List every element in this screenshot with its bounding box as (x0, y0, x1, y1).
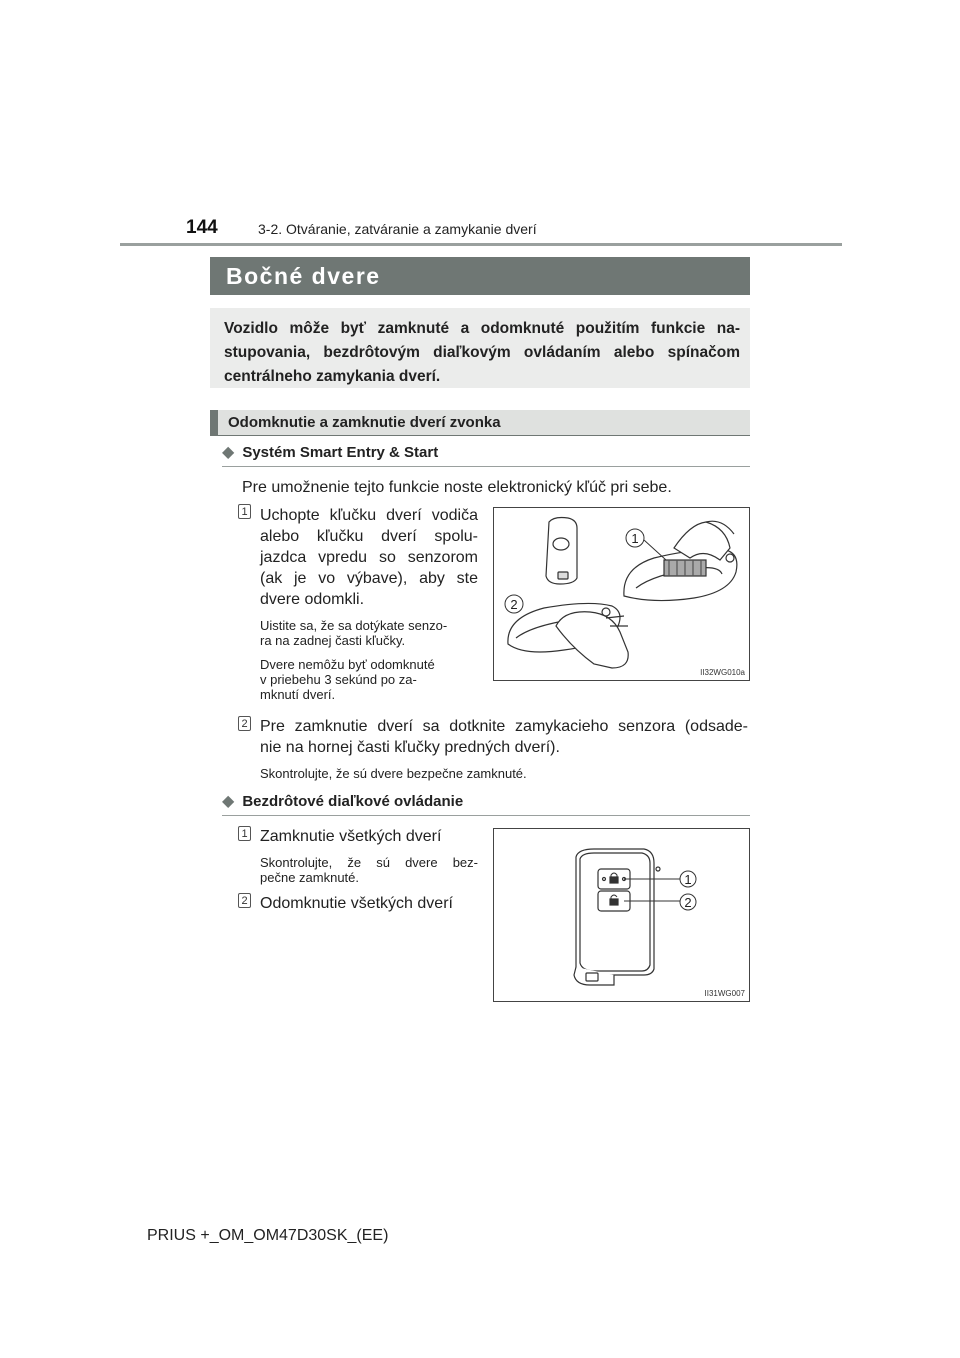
intro-line-3: centrálneho zamykania dverí. (224, 368, 441, 385)
step-1-line: alebo kľučku dverí spolu- (260, 528, 478, 545)
diamond-bullet-icon: ◆ (222, 793, 235, 810)
remote-note (260, 855, 478, 885)
callout-1 (626, 529, 666, 560)
step-2-text (260, 716, 748, 758)
page-title: Bočné dvere (210, 257, 750, 295)
note-line: v priebehu 3 sekúnd po za- (260, 672, 417, 687)
step-number-icon: 1 (238, 504, 251, 519)
note-line: pečne zamknuté. (260, 870, 360, 885)
unlock-all-doors-label: Odomknutie všetkých dverí (260, 895, 453, 912)
step-1-text (260, 505, 478, 610)
step-number-icon: 1 (238, 826, 251, 841)
step-2-line: nie na hornej časti kľučky predných dverí). (260, 739, 560, 756)
step-1-line: dvere odomkli. (260, 591, 365, 608)
note-line: mknutí dverí. (260, 687, 336, 702)
step-1-line: (ak je vo výbave), aby ste (260, 570, 478, 587)
header-divider (120, 243, 842, 246)
intro-line-2: stupovania, bezdrôtovým diaľkovým ovládaním alebo spínačom (224, 344, 740, 361)
remote-key-illustration (494, 829, 749, 1001)
lock-all-doors-label: Zamknutie všetkých dverí (260, 828, 442, 845)
footer-doc-id: PRIUS +_OM_OM47D30SK_(EE) (147, 1227, 389, 1244)
step-number-icon: 2 (238, 716, 251, 731)
note-line: Dvere nemôžu byť odomknuté (260, 657, 435, 672)
step-1-note-1 (260, 618, 478, 648)
remote-key-icon (574, 849, 660, 985)
remote-key-figure (493, 828, 750, 1002)
intro-line-1: Vozidlo môže byť zamknuté a odomknuté použitím funkcie na- (224, 320, 740, 337)
remote-title: Bezdrôtové diaľkové ovládanie (242, 793, 464, 810)
step-1-note-2 (260, 657, 478, 702)
key-fob-icon (546, 518, 577, 585)
svg-text:1: 1 (631, 531, 639, 546)
lower-handle-icon (508, 603, 628, 668)
svg-text:1: 1 (684, 872, 692, 887)
smart-entry-heading (222, 442, 750, 467)
callout-2 (505, 595, 523, 613)
section-title: 3-2. Otváranie, zatváranie a zamykanie dverí (258, 221, 537, 237)
svg-text:2: 2 (510, 597, 518, 612)
diamond-bullet-icon: ◆ (222, 444, 235, 461)
svg-text:2: 2 (684, 895, 692, 910)
figure-code: II31WG007 (704, 989, 745, 998)
smart-entry-title: Systém Smart Entry & Start (242, 444, 439, 461)
step-2-line: Pre zamknutie dverí sa dotknite zamykacieho senzora (odsade- (260, 718, 748, 735)
door-handle-illustration (494, 508, 749, 680)
step-2-note: Skontrolujte, že sú dvere bezpečne zamknuté. (260, 766, 527, 781)
remote-heading (222, 791, 750, 816)
intro-box (210, 308, 750, 388)
smart-entry-intro: Pre umožnenie tejto funkcie noste elektronický kľúč pri sebe. (242, 479, 672, 496)
note-line: ra na zadnej časti kľučky. (260, 633, 406, 648)
note-line: Uistite sa, že sa dotýkate senzo- (260, 618, 448, 633)
step-1-line: Uchopte kľučku dverí vodiča (260, 507, 478, 524)
step-1-line: jazdca vpredu so senzorom (260, 549, 478, 566)
step-number-icon: 2 (238, 893, 251, 908)
page-number: 144 (186, 217, 218, 238)
door-handle-figure (493, 507, 750, 681)
note-line: Skontrolujte, že sú dvere bez- (260, 855, 478, 870)
subsection-title: Odomknutie a zamknutie dverí zvonka (210, 410, 750, 436)
figure-code: II32WG010a (700, 668, 745, 677)
